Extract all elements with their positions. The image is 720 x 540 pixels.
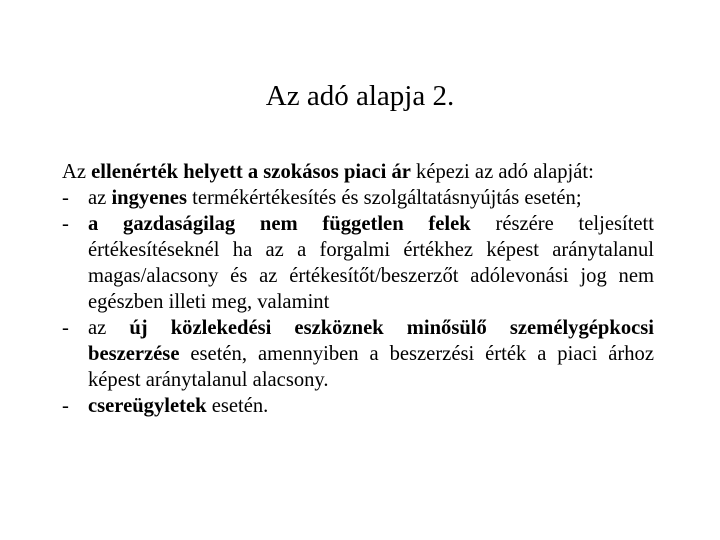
item-bold: új közlekedési eszköznek minősülő személygépkocsi beszerzése [88, 317, 654, 365]
list-dash: - [62, 213, 69, 235]
item-text: az [88, 187, 112, 209]
list-item-csereugyletek [62, 393, 654, 419]
slide-body [62, 159, 654, 419]
slide-title: Az adó alapja 2. [265, 80, 455, 112]
item-text: részére teljesített értékesítéseknél ha az a forgalmi értékhez képest aránytalanul magas/alacsony és az értékesítőt/beszerzőt adólevonási jog nem egészben illeti meg, valamint [88, 213, 654, 313]
list-dash: - [62, 395, 69, 417]
item-bold: csereügyletek [88, 395, 207, 417]
list-item-fuggetlen-felek [62, 211, 654, 315]
intro-text-2: képezi az adó alapját: [410, 161, 594, 183]
item-text: termékértékesítés és szolgáltatásnyújtás esetén; [186, 187, 582, 209]
item-text: esetén. [206, 395, 269, 417]
item-text: esetén, amennyiben a beszerzési érték a piaci árhoz képest aránytalanul alacsony. [88, 343, 654, 391]
list-item-ingyenes [62, 185, 654, 211]
list-dash: - [62, 187, 69, 209]
item-bold: a gazdaságilag nem független felek [88, 213, 471, 235]
intro-text-1: Az [62, 161, 92, 183]
intro-paragraph [62, 159, 654, 185]
item-text: az [88, 317, 130, 339]
intro-bold-1: ellenérték helyett a szokásos piaci ár [91, 161, 411, 183]
list-item-szemelygepkocsi [62, 315, 654, 393]
list-dash: - [62, 317, 69, 339]
item-bold: ingyenes [111, 187, 187, 209]
